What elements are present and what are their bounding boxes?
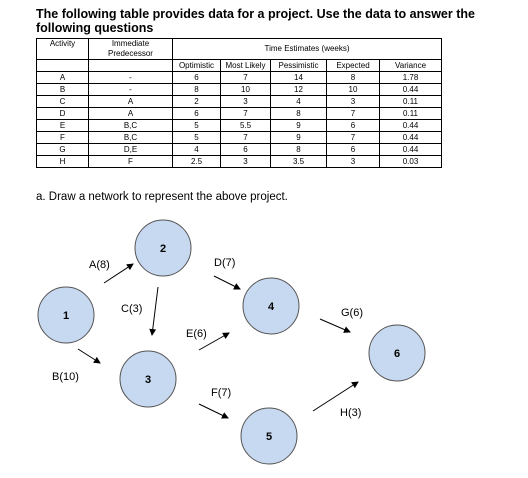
cell-most-likely: 7 (221, 72, 271, 84)
cell-expected: 6 (327, 120, 380, 132)
cell-activity: H (37, 156, 89, 168)
cell-expected: 7 (327, 108, 380, 120)
arrow-d (214, 276, 240, 289)
cell-pessimistic: 8 (271, 108, 327, 120)
cell-expected: 10 (327, 84, 380, 96)
cell-most-likely: 3 (221, 96, 271, 108)
cell-optimistic: 4 (173, 144, 221, 156)
header-optimistic: Optimistic (173, 60, 221, 72)
cell-variance: 0.11 (380, 108, 442, 120)
cell-pessimistic: 4 (271, 96, 327, 108)
edge-label-f: F(7) (211, 387, 232, 399)
arrow-c (152, 287, 158, 335)
cell-activity: C (37, 96, 89, 108)
cell-optimistic: 6 (173, 108, 221, 120)
node-6-label: 6 (393, 348, 401, 360)
cell-activity: D (37, 108, 89, 120)
cell-most-likely: 7 (221, 132, 271, 144)
cell-pessimistic: 8 (271, 144, 327, 156)
cell-pessimistic: 9 (271, 132, 327, 144)
arrow-g (320, 319, 350, 332)
cell-most-likely: 3 (221, 156, 271, 168)
cell-pessimistic: 14 (271, 72, 327, 84)
edge-label-b: B(10) (52, 371, 79, 383)
cell-optimistic: 8 (173, 84, 221, 96)
header-predecessor: Immediate Predecessor (89, 39, 173, 60)
cell-predecessor: F (89, 156, 173, 168)
edge-label-d: D(7) (214, 257, 236, 269)
cell-variance: 0.44 (380, 120, 442, 132)
cell-activity: F (37, 132, 89, 144)
node-3-label: 3 (144, 374, 152, 386)
cell-pessimistic: 9 (271, 120, 327, 132)
node-3 (120, 351, 176, 407)
cell-optimistic: 2 (173, 96, 221, 108)
cell-most-likely: 10 (221, 84, 271, 96)
cell-variance: 0.44 (380, 84, 442, 96)
cell-most-likely: 5.5 (221, 120, 271, 132)
cell-activity: G (37, 144, 89, 156)
header-expected: Expected (327, 60, 380, 72)
cell-predecessor: D,E (89, 144, 173, 156)
cell-predecessor: - (89, 72, 173, 84)
cell-variance: 0.44 (380, 144, 442, 156)
node-5-label: 5 (265, 431, 273, 443)
cell-optimistic: 6 (173, 72, 221, 84)
cell-predecessor: B,C (89, 132, 173, 144)
cell-expected: 3 (327, 156, 380, 168)
arrow-f (199, 404, 228, 418)
cell-activity: A (37, 72, 89, 84)
edge-label-c: C(3) (121, 303, 143, 315)
node-1 (38, 287, 94, 343)
cell-optimistic: 5 (173, 132, 221, 144)
node-5 (241, 408, 297, 464)
cell-expected: 7 (327, 132, 380, 144)
cell-predecessor: A (89, 96, 173, 108)
edge-label-a: A(8) (89, 259, 110, 271)
question-heading: The following table provides data for a project. Use the data to answer the following questions (36, 7, 475, 35)
cell-expected: 8 (327, 72, 380, 84)
cell-predecessor: A (89, 108, 173, 120)
node-2 (135, 220, 191, 276)
cell-expected: 3 (327, 96, 380, 108)
cell-variance: 0.03 (380, 156, 442, 168)
node-6 (369, 325, 425, 381)
cell-most-likely: 7 (221, 108, 271, 120)
arrow-b (78, 349, 100, 363)
cell-optimistic: 2.5 (173, 156, 221, 168)
header-activity: Activity (37, 39, 89, 60)
cell-activity: B (37, 84, 89, 96)
cell-pessimistic: 3.5 (271, 156, 327, 168)
cell-predecessor: - (89, 84, 173, 96)
question-a: a. Draw a network to represent the above project. (36, 191, 288, 203)
edge-label-e: E(6) (186, 328, 207, 340)
header-pessimistic: Pessimistic (271, 60, 327, 72)
cell-variance: 0.44 (380, 132, 442, 144)
cell-predecessor: B,C (89, 120, 173, 132)
node-1-label: 1 (62, 310, 70, 322)
node-2-label: 2 (159, 243, 167, 255)
edge-label-g: G(6) (341, 307, 363, 319)
edge-label-h: H(3) (340, 407, 362, 419)
header-variance: Variance (380, 60, 442, 72)
header-time-estimates: Time Estimates (weeks) (173, 39, 442, 60)
header-most-likely: Most Likely (221, 60, 271, 72)
cell-variance: 0.11 (380, 96, 442, 108)
cell-optimistic: 5 (173, 120, 221, 132)
cell-variance: 1.78 (380, 72, 442, 84)
cell-most-likely: 6 (221, 144, 271, 156)
cell-activity: E (37, 120, 89, 132)
cell-expected: 6 (327, 144, 380, 156)
cell-pessimistic: 12 (271, 84, 327, 96)
node-4 (243, 278, 299, 334)
node-4-label: 4 (267, 301, 275, 313)
